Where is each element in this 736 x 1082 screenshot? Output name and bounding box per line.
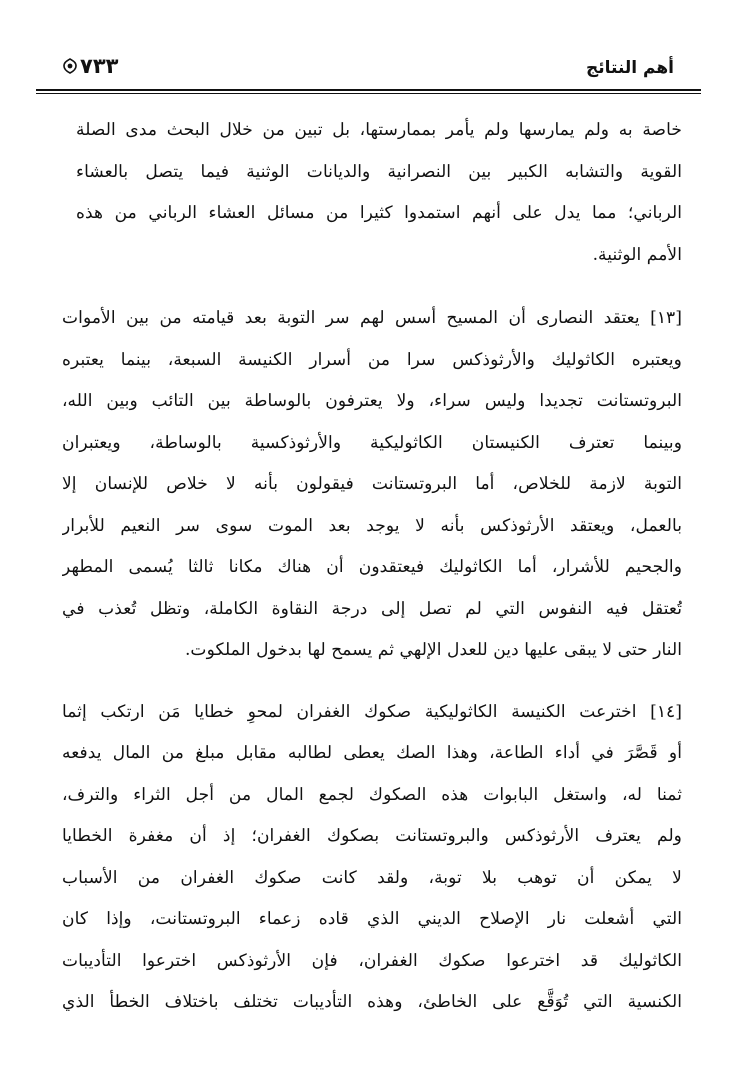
paragraph-spacer	[62, 672, 682, 692]
text-line: التي أشعلت نار الإصلاح الديني الذي قاده زعماء البروتستانت، وإذا كان	[62, 909, 682, 929]
text-line: أو قَصَّرَ في أداء الطاعة، وهذا الصك يعطى لطالبه مقابل مبلغ من المال يدفعه	[62, 743, 682, 763]
text-line: [١٣] يعتقد النصارى أن المسيح أسس لهم سر التوبة بعد قيامته من بين الأموات	[62, 308, 682, 328]
page-body	[62, 110, 682, 1024]
text-line: ويعتبره الكاثوليك والأرثوذكس سرا من أسرار الكنيسة السبعة، بينما يعتبره	[62, 349, 682, 370]
text-line: والجحيم للأشرار، أما الكاثوليك فيعتقدون أن هناك مكانا ثالثا يُسمى المطهر	[62, 557, 682, 577]
running-title: أهم النتائج	[586, 58, 674, 78]
text-line: القوية والتشابه الكبير بين النصرانية والديانات الوثنية فيما يتصل بالعشاء	[76, 161, 682, 182]
text-line: الكنسية التي تُوَقَّع على الخاطئ، وهذه التأديبات تختلف باختلاف الخطأ الذي	[62, 992, 682, 1012]
text-line: خاصة به ولم يمارسها ولم يأمر بممارستها، بل تبين من خلال البحث مدى الصلة	[76, 120, 682, 140]
text-line: بالعمل، ويعتقد الأرثوذكس بأنه لا يوجد بعد الموت سوى سر النعيم للأبرار	[62, 515, 682, 536]
header-rule	[36, 89, 701, 94]
text-line: النار حتى لا يبقى عليها دين للعدل الإلهي ثم يسمح لها بدخول الملكوت.	[184, 640, 682, 660]
text-line: [١٤] اخترعت الكنيسة الكاثوليكية صكوك الغفران لمحوِ خطايا مَن ارتكب إثما	[62, 701, 682, 722]
text-line: التوبة لازمة للخلاص، أما البروتستانت فيقولون بأنه لا خلاص للإنسان إلا	[62, 474, 682, 494]
text-line: لا يمكن أن توهب بلا توبة، ولقد كانت صكوك الغفران من الأسباب	[62, 867, 682, 888]
ornament-icon	[62, 58, 78, 74]
page-number: ٧٣٣	[80, 54, 119, 78]
text-line: الكاثوليك قد اخترعوا صكوك الغفران، فإن الأرثوذكس اخترعوا التأديبات	[62, 950, 682, 971]
text-line: وبينما تعترف الكنيستان الكاثوليكية والأرثوذكسية بالوساطة، ويعتبران	[62, 432, 682, 453]
page-header	[62, 52, 674, 88]
text-line: تُعتقل فيه النفوس التي لم تصل إلى درجة النقاوة الكاملة، وتظل تُعذب في	[62, 598, 682, 619]
page-number-block	[62, 54, 118, 78]
text-line: الأمم الوثنية.	[592, 244, 682, 265]
paragraph-spacer	[62, 276, 682, 298]
paragraph-continuation	[76, 110, 682, 276]
text-line: البروتستانت تجديدا وليس سراء، ولا يعترفون بالوساطة بين التائب وبين الله،	[62, 391, 682, 411]
text-line: ولم يعترف الأرثوذكس والبروتستانت بصكوك الغفران؛ إذ أن مغفرة الخطايا	[62, 826, 682, 846]
paragraph-14	[62, 692, 682, 1024]
paragraph-13	[62, 298, 682, 672]
text-line: ثمنا له، واستغل البابوات هذه الصكوك لجمع المال من أجل الثراء والترف،	[62, 784, 682, 805]
text-line: الرباني؛ مما يدل على أنهم استمدوا كثيرا من مسائل العشاء الرباني من هذه	[76, 203, 682, 223]
